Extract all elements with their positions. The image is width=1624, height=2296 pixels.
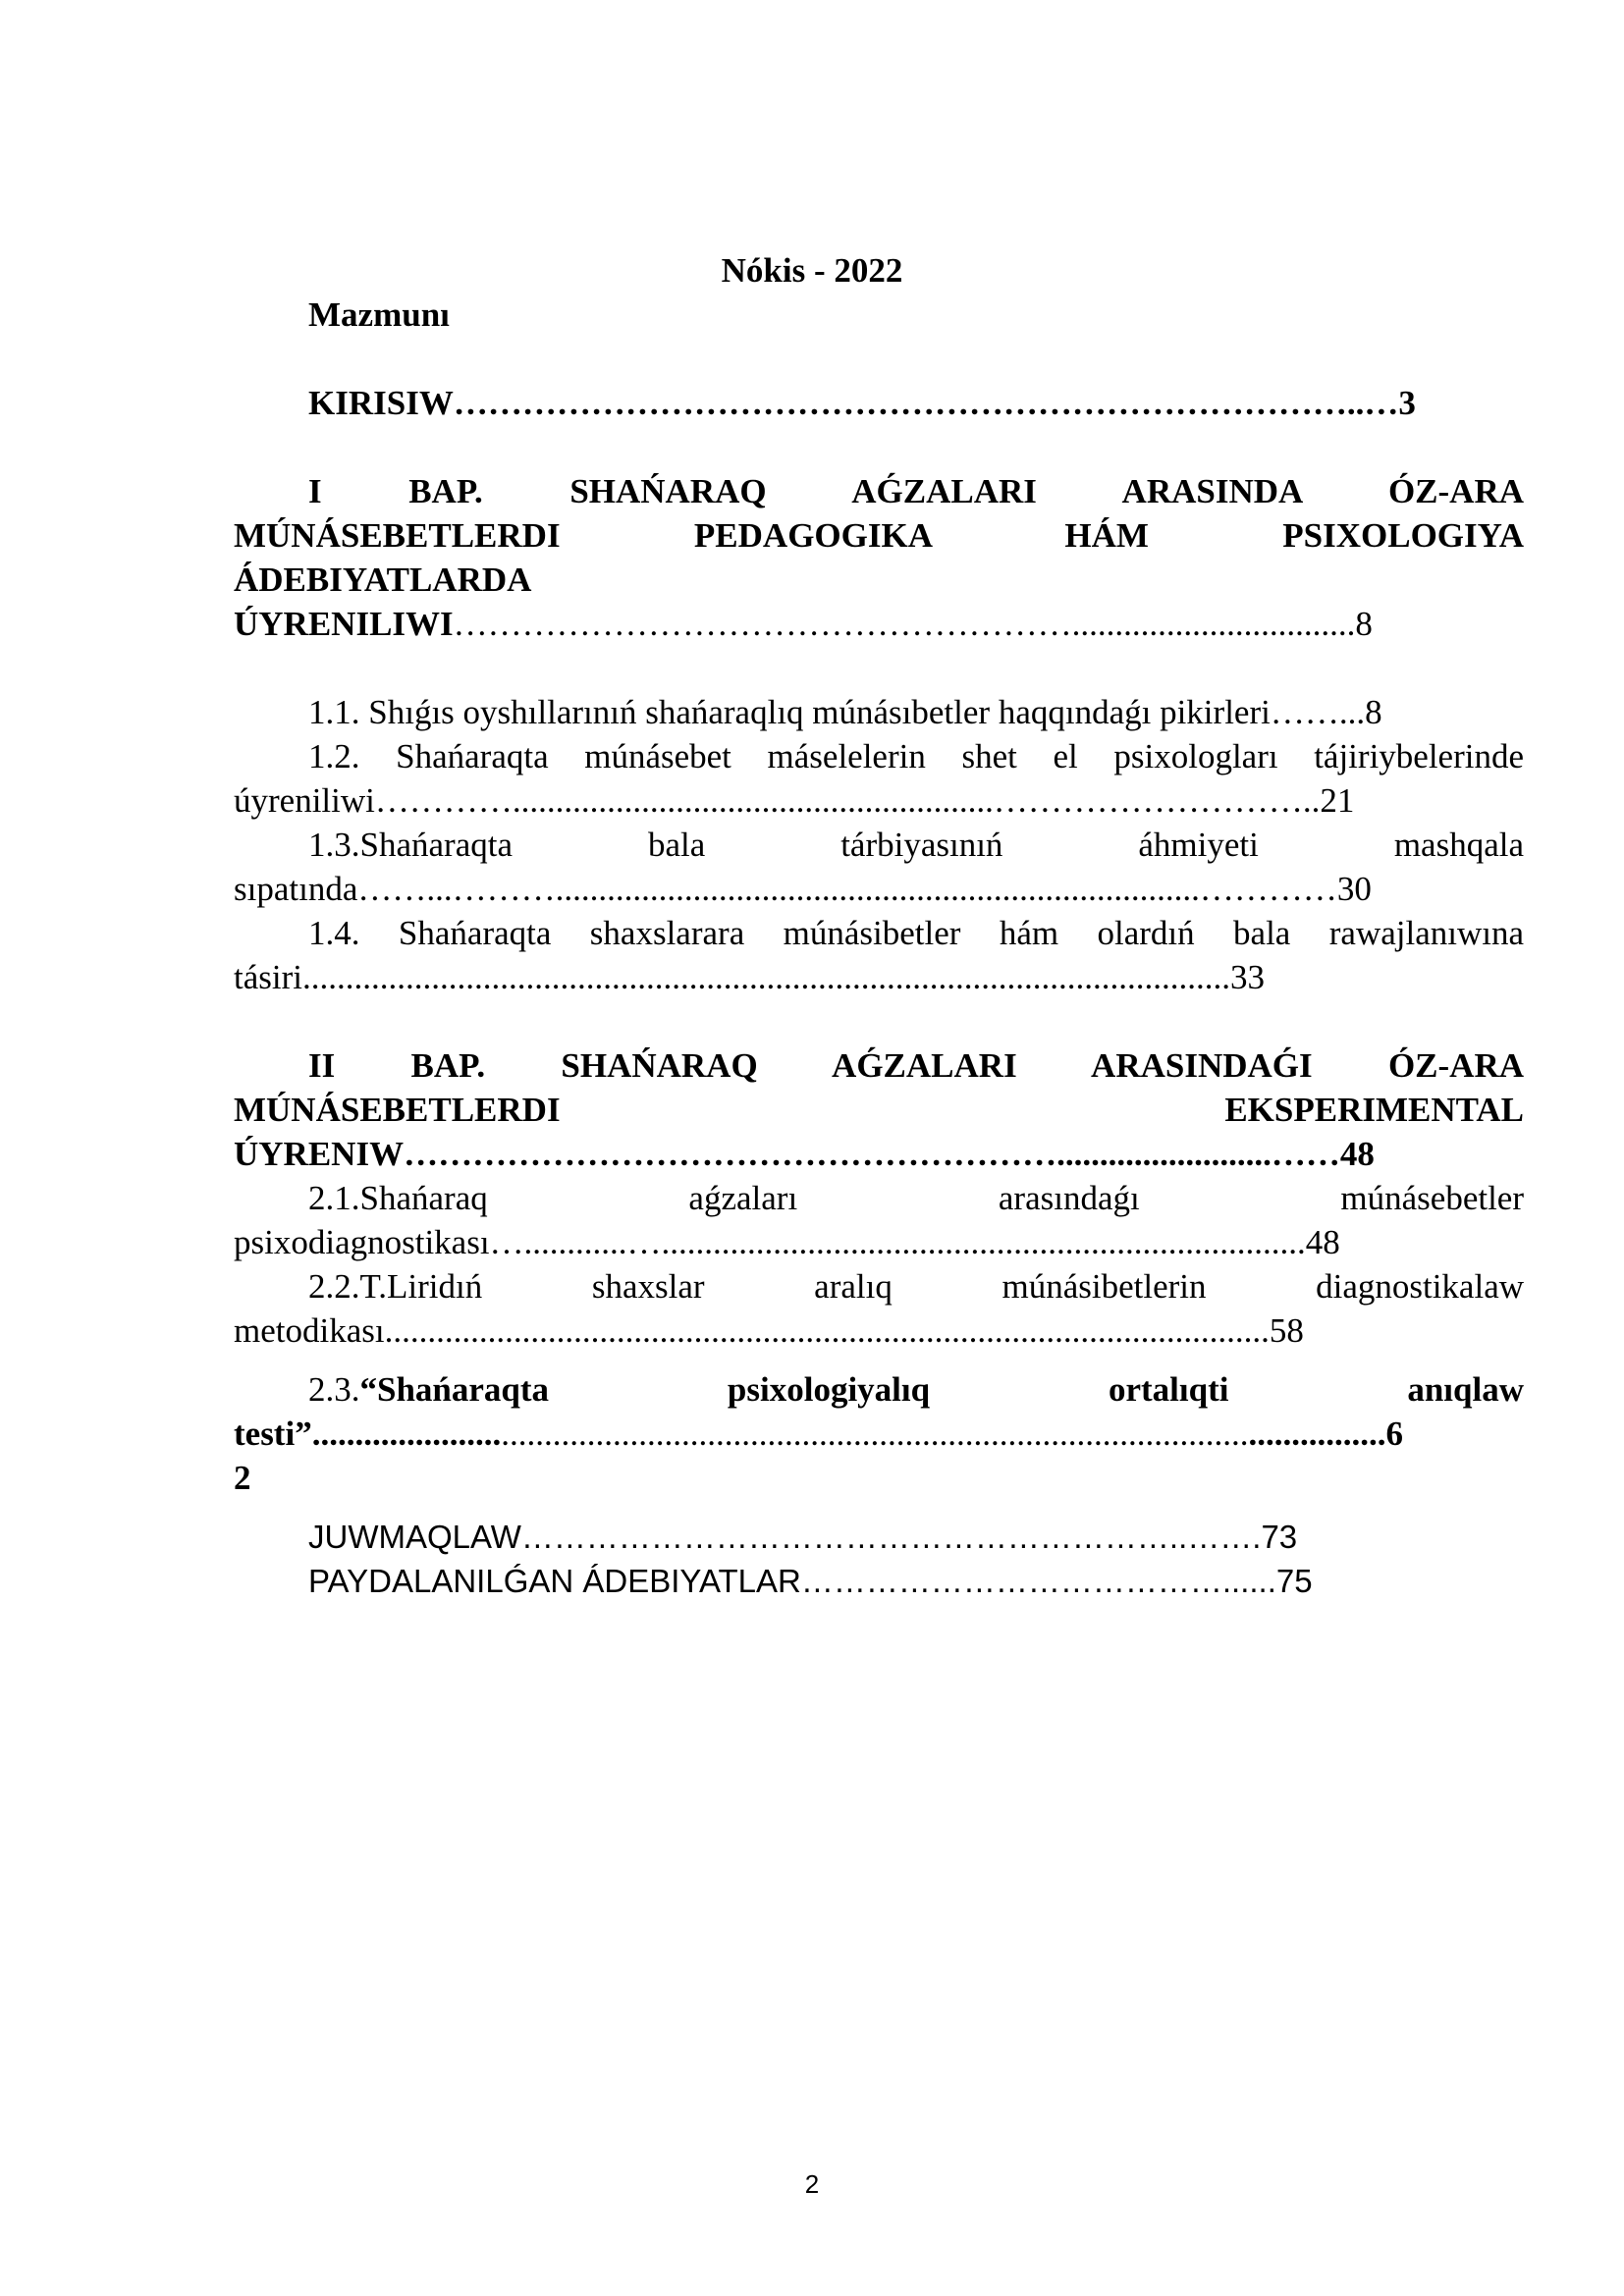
toc-section-2-3-leader-end: ................6 (1248, 1415, 1403, 1453)
toc-section-2-3-line-1 (308, 1367, 1524, 1412)
toc-section-1-2-line-1: 1.2. Shańaraqta múnásebet máselelerin shet el psixologları tájiriybelerinde (308, 737, 1524, 775)
toc-section-2-1-line-2: psixodiagnostikası…............…...........................................................................48 (234, 1223, 1340, 1261)
toc-conclusion: JUWMAQLAW……………………………………………………..…….73 (308, 1519, 1298, 1555)
toc-intro: KIRISIW……………………………………………………………………..…3 (308, 384, 1416, 422)
toc-section-1-3-line-2: sıpatında……...………...........................................................................…………30 (234, 870, 1372, 908)
toc-chapter-2-line-3: ÚYRENIW………………………………………………….........................……48 (234, 1135, 1375, 1173)
toc-section-2-2-line-1: 2.2.T.Liridıń shaxslar aralıq múnásibetlerin diagnostikalaw (308, 1267, 1524, 1306)
toc-section-1-2-line-2: úyreniliwi…………........................................................………………………..21 (234, 781, 1355, 820)
toc-chapter-1-leader: ……………………………………………….................................8 (453, 605, 1373, 643)
toc-section-2-2-line-2: metodikası.......................................................................................................58 (234, 1311, 1304, 1350)
toc-section-1-4-line-1: 1.4. Shańaraqta shaxslarara múnásibetler hám olardıń bala rawajlanıwına (308, 914, 1524, 952)
toc-section-1-3-line-1: 1.3.Shańaraqta bala tárbiyasınıń áhmiyeti mashqala (308, 826, 1524, 864)
toc-chapter-1-line-3: ÁDEBIYATLARDA (234, 561, 532, 599)
toc-chapter-1-line-2: MÚNÁSEBETLERDI PEDAGOGIKA HÁM PSIXOLOGIYA (234, 516, 1524, 555)
toc-section-1-1: 1.1. Shıǵıs oyshıllarınıń shańaraqlıq múnásıbetler haqqındaǵı pikirleri……...8 (308, 693, 1382, 731)
toc-section-2-3-line-3: 2 (234, 1459, 251, 1497)
toc-section-2-3-number: 2.3. (308, 1370, 360, 1409)
toc-chapter-1-line-1: I BAP. SHAŃARAQ AǴZALARI ARASINDA ÓZ-ARA (308, 472, 1524, 510)
toc-chapter-2-line-1: II BAP. SHAŃARAQ AǴZALARI ARASINDAǴI ÓZ-ARA (308, 1046, 1524, 1085)
toc-chapter-1-title-end: ÚYRENILIWI (234, 605, 454, 643)
toc-references: PAYDALANILǴAN ÁDEBIYATLAR…………………………………......75 (308, 1563, 1313, 1599)
toc-section-2-3-title-end: testi”...................... (234, 1415, 502, 1453)
toc-section-1-4-line-2: tásiri............................................................................................................33 (234, 958, 1265, 996)
page-number: 2 (804, 2169, 820, 2199)
contents-title: Mazmunı (308, 295, 450, 334)
place-year: Nókis - 2022 (721, 251, 903, 290)
toc-section-2-1-line-1: 2.1.Shańaraq aǵzaları arasındaǵı múnásebetler (308, 1179, 1524, 1217)
toc-chapter-1-line-4 (234, 602, 1373, 646)
toc-section-2-3-title: “Shańaraqta psixologiyalıq ortalıqti anıqlaw (359, 1370, 1524, 1409)
toc-chapter-2-line-2: MÚNÁSEBETLERDI EKSPERIMENTAL (234, 1091, 1524, 1129)
toc-section-2-3-line-2 (234, 1412, 1403, 1456)
toc-section-2-3-leader: ....................................................................................... (501, 1415, 1249, 1453)
